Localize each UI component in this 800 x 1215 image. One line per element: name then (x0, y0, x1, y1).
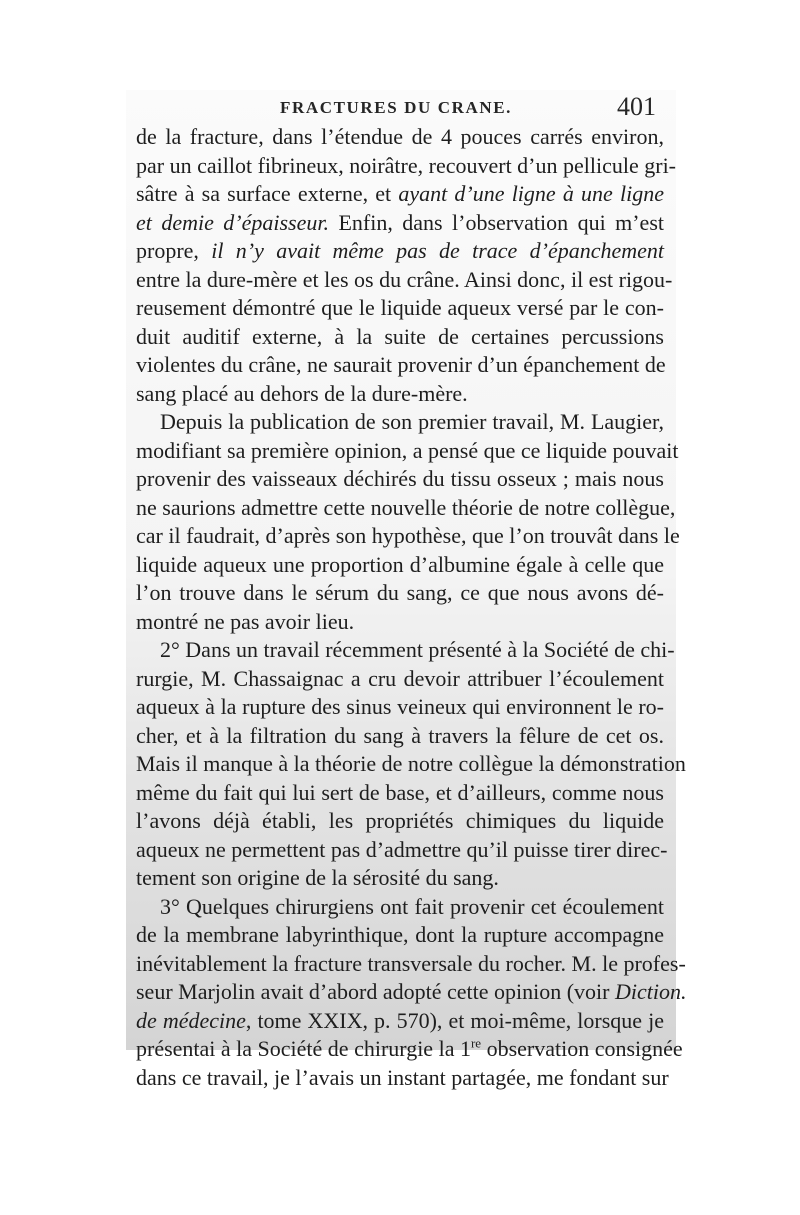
text-line: duit auditif externe, à la suite de certaines percussions (136, 323, 664, 349)
text-line: de la fracture, dans l’étendue de 4 pouces carrés environ, (136, 124, 664, 149)
superscript: re (470, 1035, 482, 1051)
text-line: 2° Dans un travail récemment présenté à la Société de chi- (160, 637, 675, 662)
text-line: aqueux ne permettent pas d’admettre qu’il puisse tirer direc- (136, 836, 668, 862)
text-line: sang placé au dehors de la dure-mère. (136, 380, 468, 406)
page-number: 401 (617, 92, 656, 121)
text-run: présentai à la Société de chirurgie la 1 (136, 1036, 471, 1061)
italic-run: il n’y avait même pas de trace d’épanchement (211, 238, 665, 263)
text-line: inévitablement la fracture transversale du rocher. M. le profes- (136, 950, 686, 976)
text-line: entre la dure-mère et les os du crâne. Ainsi donc, il est rigou- (136, 266, 673, 292)
text-line: Mais il manque à la théorie de notre collègue la démonstration (136, 751, 686, 776)
text-line: aqueux à la rupture des sinus veineux qui environnent le ro- (136, 694, 664, 719)
text-line: tement son origine de la sérosité du sang. (136, 865, 499, 890)
text-line (136, 209, 664, 238)
text-run: propre, (136, 238, 212, 263)
italic-run: de médecine (136, 1007, 246, 1033)
text-line: violentes du crâne, ne saurait provenir d’un épanchement de (136, 352, 666, 377)
italic-run: et demie d’épaisseur. (136, 209, 330, 235)
text-line: modifiant sa première opinion, a pensé que ce liquide pouvait (136, 437, 679, 463)
text-run: , tome XXIX, p. 570), et moi-même, lorsque je (245, 1007, 664, 1033)
text-line: reusement démontré que le liquide aqueux versé par le con- (136, 295, 664, 320)
text-line: car il faudrait, d’après son hypothèse, que l’on trouvât dans le (136, 523, 680, 548)
text-line: l’avons déjà établi, les propriétés chimiques du liquide (136, 808, 664, 833)
running-title: FRACTURES DU CRANE. (279, 98, 513, 117)
text-line: Depuis la publication de son premier travail, M. Laugier, (160, 409, 664, 434)
text-line (136, 1035, 683, 1064)
text-line: provenir des vaisseaux déchirés du tissu osseux ; mais nous (136, 466, 664, 491)
italic-run: ayant d’une ligne à une ligne (398, 181, 664, 206)
text-line (136, 978, 687, 1007)
text-line: de la membrane labyrinthique, dont la rupture accompagne (136, 922, 664, 947)
text-line: 3° Quelques chirurgiens ont fait provenir cet écoulement (160, 893, 664, 919)
text-line (136, 1007, 664, 1036)
text-line: liquide aqueux une proportion d’albumine égale à celle que (136, 551, 664, 577)
italic-run: Diction. (614, 979, 687, 1004)
text-line: par un caillot fibrineux, noirâtre, recouvert d’un pellicule gri- (136, 152, 677, 178)
body-text (136, 123, 687, 1092)
text-line: rurgie, M. Chassaignac a cru devoir attribuer l’écoulement (136, 665, 664, 691)
text-run: Enfin, dans l’observation qui m’est (329, 209, 664, 235)
text-run: seur Marjolin avait d’abord adopté cette opinion (voir (136, 979, 615, 1004)
text-line: cher, et à la filtration du sang à travers la fêlure de cet os. (136, 722, 664, 748)
text-run: sâtre à sa surface externe, et (136, 181, 399, 206)
text-line (136, 180, 664, 209)
text-line: dans ce travail, je l’avais un instant partagée, me fondant sur (136, 1064, 669, 1090)
text-line: même du fait qui lui sert de base, et d’ailleurs, comme nous (136, 779, 664, 805)
running-head (136, 92, 656, 126)
text-line (136, 237, 664, 266)
text-line: ne saurions admettre cette nouvelle théorie de notre collègue, (136, 494, 676, 520)
text-line: montré ne pas avoir lieu. (136, 608, 355, 634)
text-line: l’on trouve dans le sérum du sang, ce que nous avons dé- (136, 580, 664, 605)
text-run: observation consignée (481, 1036, 683, 1061)
